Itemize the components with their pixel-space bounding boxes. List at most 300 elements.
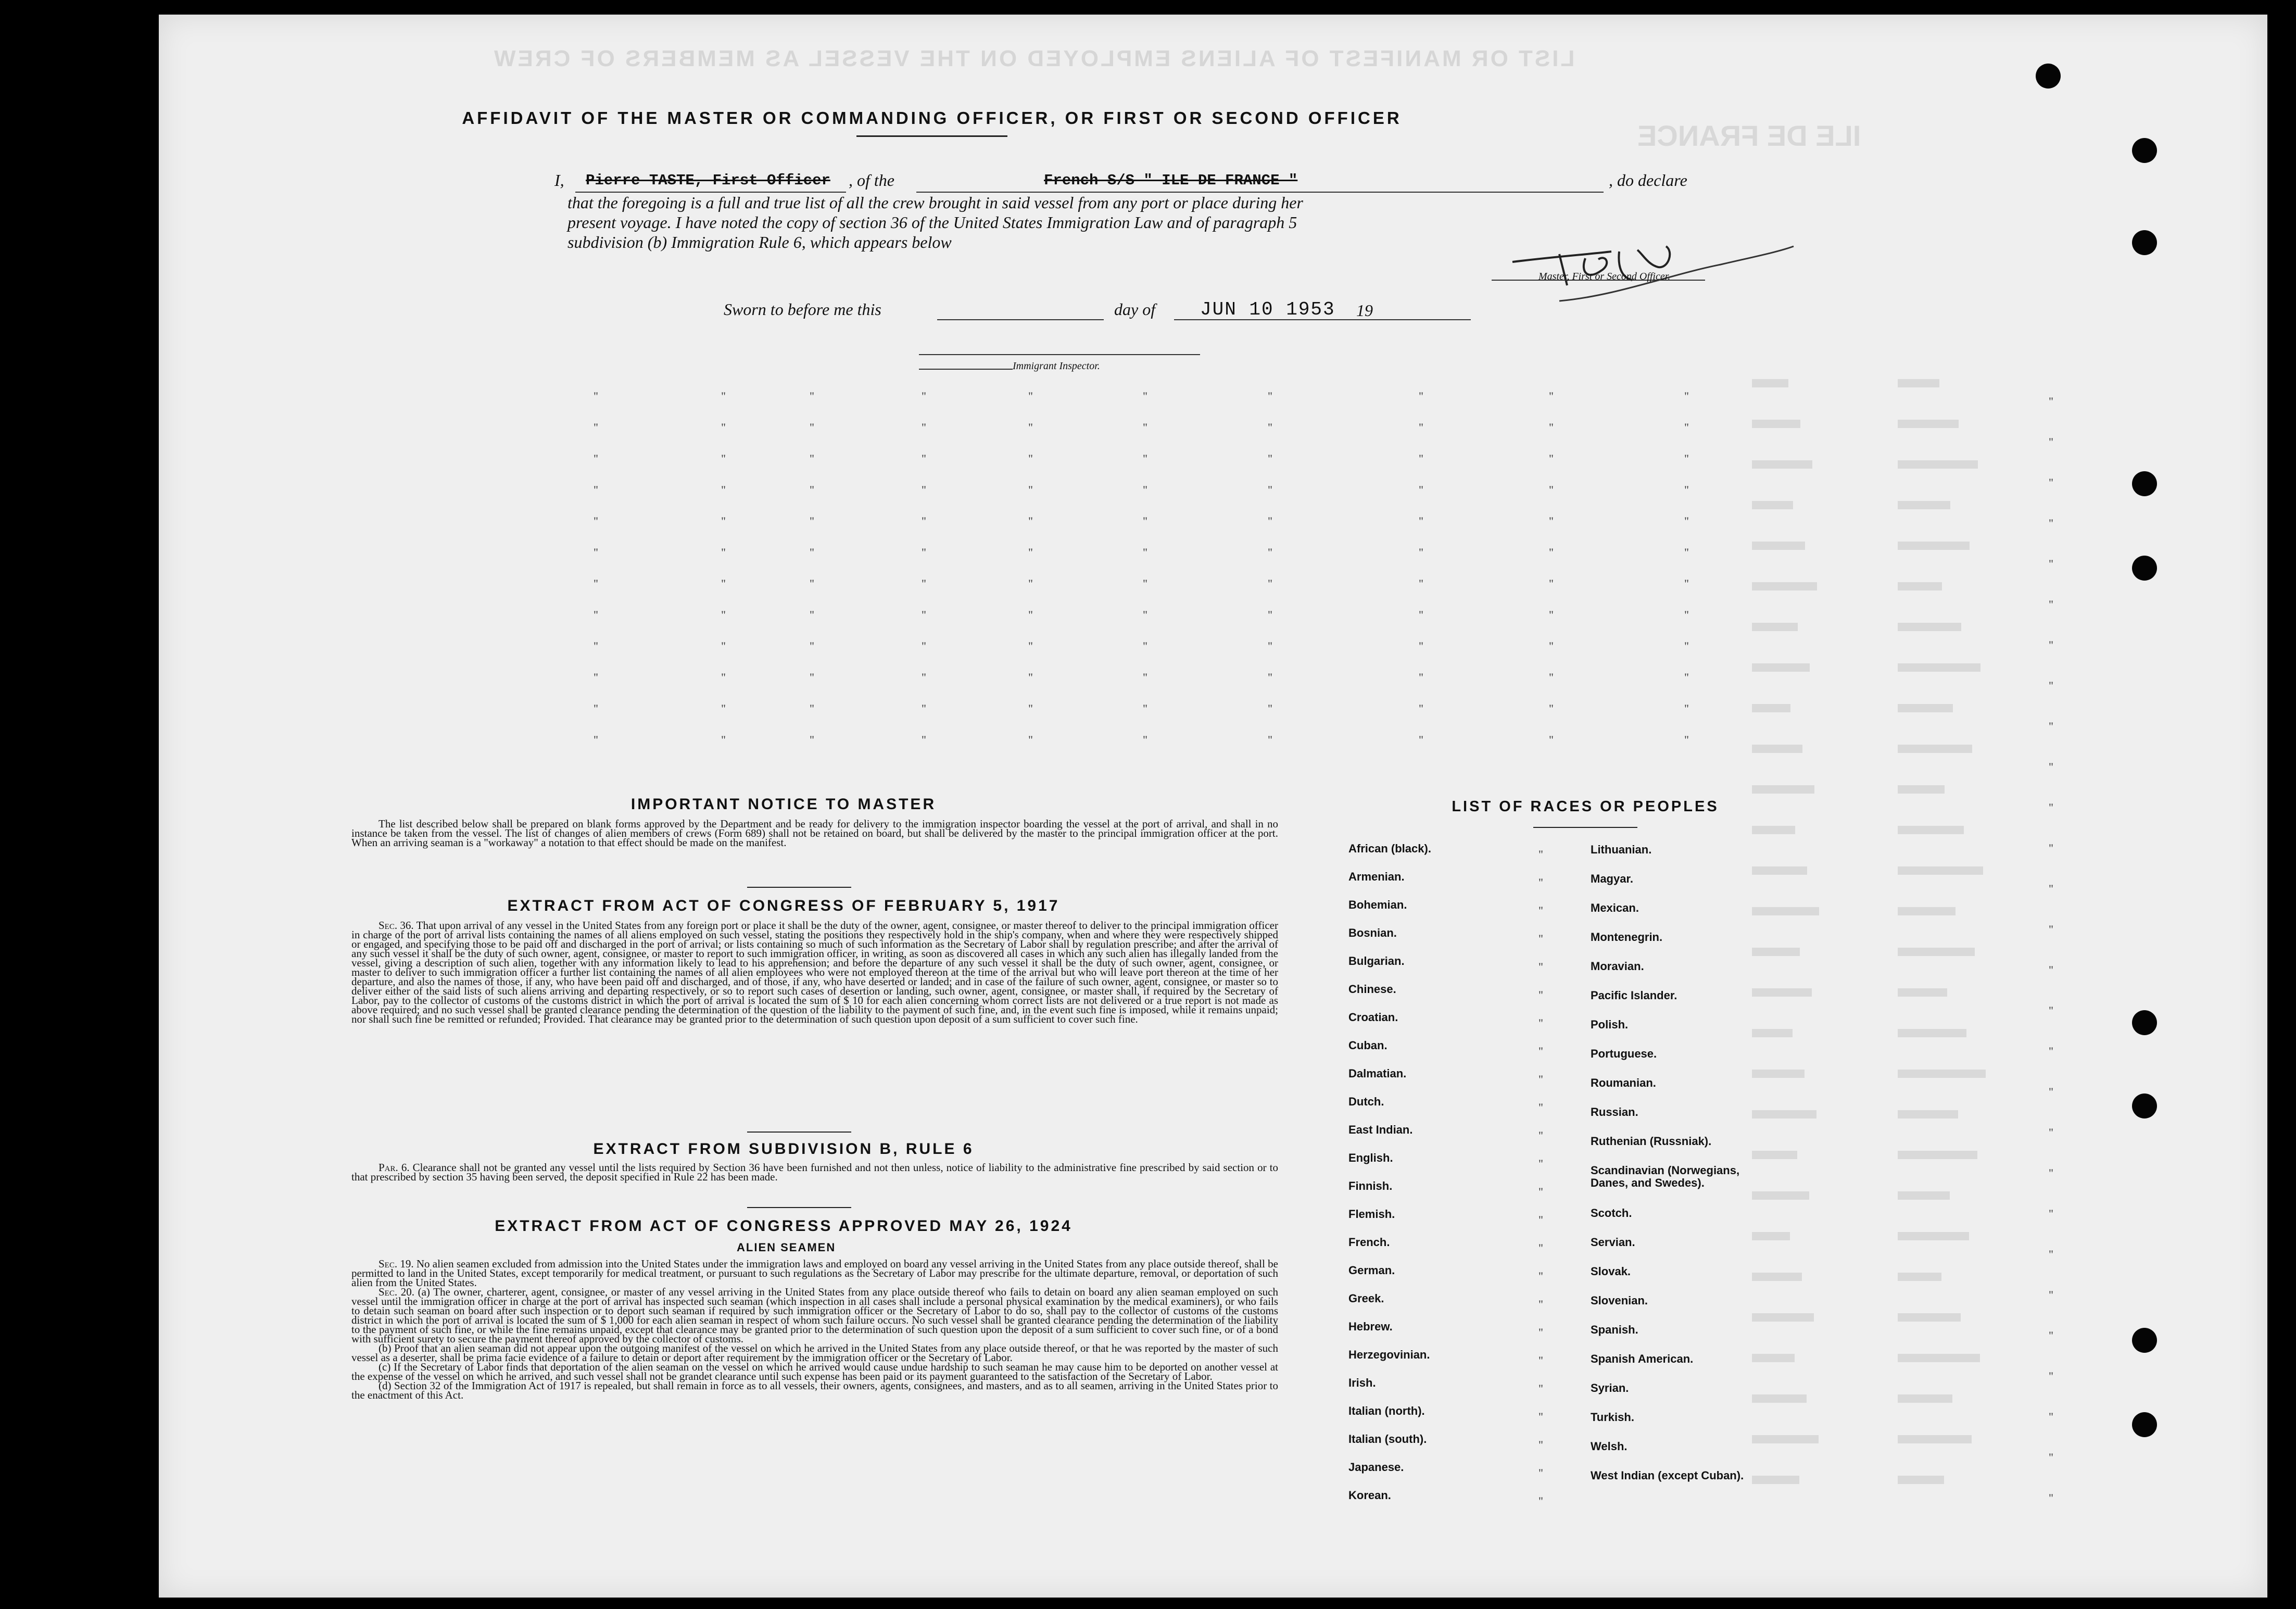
bleed-through-mark bbox=[1898, 1070, 1986, 1078]
ditto-mark: " bbox=[721, 671, 726, 684]
notice-text bbox=[351, 819, 1278, 847]
ditto-mark: " bbox=[721, 421, 726, 434]
bleed-through-mark bbox=[1752, 704, 1790, 712]
race-item: Flemish. bbox=[1348, 1208, 1395, 1221]
ditto-mark: " bbox=[1143, 389, 1147, 403]
bleed-through-mark bbox=[1752, 501, 1793, 509]
ditto-mark: " bbox=[594, 514, 598, 527]
race-item: Bohemian. bbox=[1348, 898, 1407, 911]
race-item: Dalmatian. bbox=[1348, 1067, 1407, 1080]
race-item: Syrian. bbox=[1591, 1381, 1629, 1394]
ditto-mark: " bbox=[2049, 1288, 2053, 1301]
race-item: Pacific Islander. bbox=[1591, 989, 1677, 1002]
ditto-mark: " bbox=[2049, 1451, 2053, 1464]
ditto-mark: " bbox=[1684, 608, 1689, 621]
subdivision-text bbox=[351, 1163, 1278, 1181]
bleed-through-mark bbox=[1898, 420, 1959, 428]
ditto-mark: " bbox=[1143, 546, 1147, 559]
ditto-mark: " bbox=[2049, 801, 2053, 814]
ditto-mark: " bbox=[922, 702, 926, 715]
ditto-mark: " bbox=[1143, 639, 1147, 652]
ditto-mark: " bbox=[1549, 483, 1554, 496]
binder-hole bbox=[2132, 230, 2157, 255]
race-item: Spanish. bbox=[1591, 1323, 1638, 1336]
ditto-mark: " bbox=[594, 483, 598, 496]
ditto-mark: " bbox=[1268, 733, 1272, 746]
ditto-mark: " bbox=[1684, 671, 1689, 684]
bleed-through-mark bbox=[1752, 542, 1805, 550]
bleed-through-mark bbox=[1898, 501, 1950, 509]
race-item: Slovenian. bbox=[1591, 1294, 1648, 1307]
ditto-mark: " bbox=[810, 608, 814, 621]
ditto-mark: " bbox=[594, 639, 598, 652]
ditto-mark: " bbox=[721, 702, 726, 715]
bleed-through-mark bbox=[1898, 1476, 1944, 1484]
race-item: West Indian (except Cuban). bbox=[1591, 1469, 1744, 1482]
binder-hole bbox=[2132, 556, 2157, 581]
bleed-through-mark bbox=[1752, 826, 1795, 834]
bleed-through-mark bbox=[1898, 745, 1972, 753]
bleed-through-mark bbox=[1752, 460, 1812, 469]
ditto-mark: " bbox=[1538, 1129, 1543, 1142]
bleed-through-mark bbox=[1752, 1151, 1797, 1159]
binder-hole bbox=[2132, 1328, 2157, 1353]
ditto-mark: " bbox=[922, 546, 926, 559]
ditto-mark: " bbox=[2049, 1491, 2053, 1504]
ditto-mark: " bbox=[721, 514, 726, 527]
ditto-mark: " bbox=[1538, 988, 1543, 1001]
ditto-mark: " bbox=[1549, 702, 1554, 715]
race-item: Roumanian. bbox=[1591, 1076, 1656, 1089]
ditto-mark: " bbox=[1028, 733, 1033, 746]
sec-20c-text: (c) If the Secretary of Labor finds that deportation of the alien seaman on the vessel on which he arrived would cause undue hardship to such seaman he may cause him to be deported on another vessel at the expense of the vessel on which he arrived, and such vessel shall not be grandet clearance until such expense has been paid or its payment guaranteed to the satisfaction of the Secretary of Labor. bbox=[351, 1361, 1278, 1382]
ditto-mark: " bbox=[1268, 702, 1272, 715]
ditto-mark: " bbox=[1684, 733, 1689, 746]
race-item: Lithuanian. bbox=[1591, 843, 1652, 856]
vessel-name: French S/S " ILE DE FRANCE " bbox=[1044, 172, 1298, 189]
ditto-mark: " bbox=[2049, 1045, 2053, 1058]
bleed-through-mark bbox=[1898, 907, 1956, 915]
race-item: African (black). bbox=[1348, 842, 1431, 855]
bleed-through-mark bbox=[1898, 542, 1970, 550]
ditto-mark: " bbox=[922, 608, 926, 621]
ditto-mark: " bbox=[1538, 1101, 1543, 1114]
inspector-sig-line bbox=[919, 369, 1013, 370]
race-item: Turkish. bbox=[1591, 1411, 1634, 1424]
ditto-mark: " bbox=[1549, 452, 1554, 465]
sec-20d-text: (d) Section 32 of the Immigration Act of 1917 is repealed, but shall remain in force as to all vessels, their owners, agents, consignees, and masters, and as to all seamen, arriving in the United States prior to the enactment of this Act. bbox=[351, 1379, 1278, 1401]
ditto-mark: " bbox=[1549, 514, 1554, 527]
extract-1924-text bbox=[351, 1259, 1278, 1400]
ditto-mark: " bbox=[1538, 1073, 1543, 1086]
bleed-through-mark bbox=[1898, 1151, 1977, 1159]
ditto-mark: " bbox=[1143, 483, 1147, 496]
ditto-mark: " bbox=[1538, 848, 1543, 861]
bleed-through-mark bbox=[1898, 460, 1978, 469]
ditto-mark: " bbox=[1143, 421, 1147, 434]
ditto-mark: " bbox=[1028, 514, 1033, 527]
ditto-mark: " bbox=[1549, 639, 1554, 652]
sworn-label: Sworn to before me this bbox=[724, 300, 881, 319]
ditto-mark: " bbox=[1684, 546, 1689, 559]
binder-hole bbox=[2132, 1010, 2157, 1035]
bleed-through-mark bbox=[1898, 1191, 1950, 1200]
ditto-mark: " bbox=[1538, 1354, 1543, 1367]
bleed-through-mark bbox=[1898, 1110, 1958, 1118]
ditto-mark: " bbox=[1538, 1494, 1543, 1507]
ditto-mark: " bbox=[1538, 904, 1543, 917]
ditto-mark: " bbox=[594, 671, 598, 684]
ditto-mark: " bbox=[2049, 598, 2053, 611]
ditto-mark: " bbox=[1419, 733, 1423, 746]
notice-paragraph: The list described below shall be prepared on blank forms approved by the Department and be ready for delivery to the immigration inspector boarding the vessel at the port of arrival, and shall in no instance be taken from the vessel. The list of changes of alien members of crews (Form 689) shall not be retained on board, but shall be delivered by the master to the principal immigration officer at the port. When an arriving seaman is a "workaway" a notation to that effect should be made on the manifest. bbox=[351, 818, 1278, 849]
binder-hole bbox=[2132, 1412, 2157, 1437]
ditto-mark: " bbox=[1419, 546, 1423, 559]
bleed-through-mark bbox=[1752, 623, 1798, 631]
title-rule bbox=[856, 135, 1007, 137]
ditto-mark: " bbox=[2049, 1166, 2053, 1179]
binder-hole bbox=[2036, 64, 2061, 89]
races-title: LIST OF RACES OR PEOPLES bbox=[1452, 798, 1719, 815]
ditto-mark: " bbox=[1268, 577, 1272, 590]
ditto-mark: " bbox=[1549, 608, 1554, 621]
of-the-label: , of the bbox=[849, 171, 894, 190]
ditto-mark: " bbox=[1268, 452, 1272, 465]
inspector-caption: Immigrant Inspector. bbox=[1013, 360, 1100, 372]
ditto-mark: " bbox=[1684, 452, 1689, 465]
ditto-mark: " bbox=[922, 577, 926, 590]
bleed-through-mark bbox=[1752, 1394, 1807, 1403]
bleed-through-mark bbox=[1898, 826, 1964, 834]
ditto-mark: " bbox=[1028, 608, 1033, 621]
ditto-mark: " bbox=[2049, 1207, 2053, 1220]
ditto-mark: " bbox=[1419, 577, 1423, 590]
ditto-mark: " bbox=[2049, 435, 2053, 448]
ditto-mark: " bbox=[721, 608, 726, 621]
race-item: Hebrew. bbox=[1348, 1320, 1393, 1333]
race-item: Armenian. bbox=[1348, 870, 1405, 883]
ditto-mark: " bbox=[1028, 483, 1033, 496]
race-item: East Indian. bbox=[1348, 1123, 1413, 1136]
ditto-mark: " bbox=[1143, 671, 1147, 684]
ditto-mark: " bbox=[1538, 1213, 1543, 1226]
race-item: French. bbox=[1348, 1236, 1390, 1249]
ditto-mark: " bbox=[2049, 517, 2053, 530]
bleed-through-mark bbox=[1898, 785, 1945, 794]
bleed-through-mark bbox=[1898, 1354, 1980, 1362]
race-item: Korean. bbox=[1348, 1489, 1391, 1502]
ditto-mark: " bbox=[810, 577, 814, 590]
ditto-mark: " bbox=[2049, 963, 2053, 976]
ditto-mark: " bbox=[2049, 1004, 2053, 1017]
ditto-mark: " bbox=[1684, 577, 1689, 590]
subdivision-rule bbox=[747, 1207, 851, 1208]
ditto-mark: " bbox=[1684, 389, 1689, 403]
ditto-mark: " bbox=[1538, 1157, 1543, 1170]
ditto-mark: " bbox=[1538, 1298, 1543, 1311]
ditto-mark: " bbox=[2049, 1329, 2053, 1342]
race-item: Chinese. bbox=[1348, 983, 1396, 996]
race-item: Spanish American. bbox=[1591, 1352, 1694, 1365]
ditto-mark: " bbox=[594, 733, 598, 746]
ditto-mark: " bbox=[1419, 421, 1423, 434]
race-item: Scandinavian (Norwegians, Danes, and Swedes). bbox=[1591, 1164, 1740, 1189]
race-item: Polish. bbox=[1591, 1018, 1629, 1031]
ditto-mark: " bbox=[1028, 671, 1033, 684]
ditto-mark: " bbox=[1028, 702, 1033, 715]
bleed-through-mark bbox=[1898, 582, 1942, 590]
affidavit-line-4: subdivision (b) Immigration Rule 6, which appears below bbox=[567, 233, 952, 252]
ditto-mark: " bbox=[810, 421, 814, 434]
ditto-mark: " bbox=[1419, 702, 1423, 715]
bleed-through-mark bbox=[1752, 785, 1814, 794]
ditto-mark: " bbox=[1538, 1410, 1543, 1423]
year-prefix: 19 bbox=[1356, 301, 1373, 320]
ditto-mark: " bbox=[1538, 876, 1543, 889]
ditto-mark: " bbox=[922, 514, 926, 527]
race-item: Moravian. bbox=[1591, 960, 1644, 973]
ditto-mark: " bbox=[1268, 546, 1272, 559]
ditto-mark: " bbox=[1028, 577, 1033, 590]
bleed-through-mark bbox=[1898, 988, 1947, 997]
race-item: Servian. bbox=[1591, 1236, 1635, 1249]
ditto-mark: " bbox=[1538, 1382, 1543, 1395]
ditto-mark: " bbox=[1684, 483, 1689, 496]
bleed-through-mark bbox=[1898, 623, 1961, 631]
ditto-mark: " bbox=[922, 639, 926, 652]
ditto-mark: " bbox=[1684, 702, 1689, 715]
ditto-mark: " bbox=[2049, 557, 2053, 570]
race-item: Cuban. bbox=[1348, 1039, 1387, 1052]
bleed-through-mark bbox=[1898, 704, 1953, 712]
ditto-mark: " bbox=[594, 389, 598, 403]
ditto-mark: " bbox=[1538, 1016, 1543, 1029]
bleed-through-mark bbox=[1898, 948, 1975, 956]
ditto-mark: " bbox=[810, 389, 814, 403]
ditto-mark: " bbox=[1538, 1045, 1543, 1058]
binder-hole bbox=[2132, 1093, 2157, 1118]
ditto-mark: " bbox=[810, 452, 814, 465]
race-item: Finnish. bbox=[1348, 1179, 1393, 1192]
ditto-mark: " bbox=[721, 452, 726, 465]
ditto-mark: " bbox=[594, 421, 598, 434]
sec-36-text: That upon arrival of any vessel in the United States from any foreign port or place it shall be the duty of the owner, agent, consignee, or master thereof to deliver to the principal immigration officer in charge of the port of arrival lists containing the names of all aliens employed on such vessel, stating the positions they respectively hold in the ship's company, when and where they were respectively shipped or engaged, and specifying those to be paid off and discharged in the port of arrival; or lists containing so much of such information as the Secretary of Labor shall by regulation prescribe; and after the arrival of any such vessel it shall be the duty of such owner, agent, consignee, or master to report to such immigration officer, in writing, as soon as discovered all cases in which any such alien has illegally landed from the vessel, giving a description of such alien, together with any information likely to lead to his apprehension; and before the departure of any such vessel it shall be the duty of such owner, agent, consignee, or master to deliver to such immigration officer a further list containing the names of all alien employees who were not employed thereon at the time of the arrival but who will leave port thereon at the time of her departure, and also the names of those, if any, who have been paid off and discharged, and of those, if any, who have deserted or landed; and in case of the failure of such owner, agent, consignee, or master so to deliver either of the said lists of such aliens arriving and departing respectively, or so to report such cases of desertion or landing, such owner, agent, consignee, or master shall, if required by the Secretary of Labor, pay to the collector of customs of the customs district in which the port of arrival is located the sum of $ 10 for each alien concerning whom correct lists are not delivered or a true report is not made as above required; and no such vessel shall be granted clearance pending the determination of the question of the liability to the payment of such fine, and, in the event such fine is imposed, while it remains unpaid; nor shall such fine be remitted or refunded; Provided. That clearance may be granted prior to the determination of such question upon deposit of a sum sufficient to cover such fine. bbox=[351, 919, 1278, 1025]
ditto-mark: " bbox=[2049, 720, 2053, 733]
ditto-mark: " bbox=[1538, 1185, 1543, 1198]
subdivision-title: EXTRACT FROM SUBDIVISION B, RULE 6 bbox=[593, 1140, 974, 1158]
ditto-mark: " bbox=[721, 639, 726, 652]
date-stamp: JUN 10 1953 bbox=[1200, 299, 1335, 320]
race-item: Welsh. bbox=[1591, 1440, 1628, 1453]
bleed-through-mark bbox=[1752, 379, 1788, 387]
ditto-mark: " bbox=[1684, 514, 1689, 527]
sec-19-text: No alien seamen excluded from admission into the United States under the immigration laws and employed on board any vessel arriving in the United States from any place outside thereof, shall be permitted to land in the United States, except temporarily for medical treatment, or pursuant to such regulations as the Secretary of Labor may prescribe for the ultimate departure, removal, or deportation of such alien from the United States. bbox=[351, 1258, 1279, 1289]
i-label: I, bbox=[554, 171, 564, 190]
affidavit-line-2: that the foregoing is a full and true list of all the crew brought in said vessel from any port or place during her bbox=[567, 193, 1303, 212]
ditto-mark: " bbox=[922, 389, 926, 403]
race-item: Scotch. bbox=[1591, 1206, 1632, 1220]
ditto-mark: " bbox=[1538, 1438, 1543, 1451]
ditto-mark: " bbox=[1419, 608, 1423, 621]
ditto-mark: " bbox=[2049, 1126, 2053, 1139]
ditto-mark: " bbox=[922, 452, 926, 465]
ditto-mark: " bbox=[1549, 577, 1554, 590]
ditto-mark: " bbox=[1549, 389, 1554, 403]
race-item: Herzegovinian. bbox=[1348, 1348, 1430, 1361]
ditto-mark: " bbox=[922, 671, 926, 684]
ditto-mark: " bbox=[1684, 639, 1689, 652]
ditto-mark: " bbox=[1268, 671, 1272, 684]
bleed-through-mark bbox=[1898, 866, 1983, 875]
ditto-mark: " bbox=[594, 702, 598, 715]
ditto-mark: " bbox=[1268, 608, 1272, 621]
extract-1917-rule bbox=[747, 1132, 851, 1133]
ditto-mark: " bbox=[721, 733, 726, 746]
bleed-through-mark bbox=[1898, 1029, 1966, 1037]
ditto-mark: " bbox=[810, 671, 814, 684]
ditto-mark: " bbox=[1538, 932, 1543, 945]
race-item: Italian (south). bbox=[1348, 1432, 1427, 1445]
binder-hole bbox=[2132, 138, 2157, 163]
sworn-month-line bbox=[1174, 319, 1471, 320]
sec-19-label: Sec. 19. bbox=[379, 1258, 414, 1270]
ditto-mark: " bbox=[1419, 514, 1423, 527]
ditto-mark: " bbox=[1028, 421, 1033, 434]
sec-20a-text: (a) The owner, charterer, agent, consignee, or master of any vessel arriving in the United States from any place outside thereof who fails to detain on board any alien seaman employed on such vessel until the immigration officer in charge at the port of arrival has inspected such seaman (which inspection in all cases shall include a personal physical examination by the medical examiners), or who fails to detain such seaman on board after such inspection or to deport such seaman if required by such immigration officer or the Secretary of Labor to do so, shall pay to the collector of customs of the customs district in which the port of arrival is located the sum of $ 1,000 for each alien seaman in respect of whom such failure occurs. No such vessel shall be granted clearance pending the determination of the liability to the payment of such fine, or while the fine remains unpaid, except that clearance may be granted prior to the determination of such question upon the deposit of a sum sufficient to cover such fine, or of a bond with sufficient surety to secure the payment thereof approved by the collector of customs. bbox=[351, 1286, 1278, 1345]
notice-rule bbox=[747, 887, 851, 888]
par-6-text: Clearance shall not be granted any vessel until the lists required by Section 36 have been furnished and not then unless, notice of liability to the administrative fine prescribed by said section or to that prescribed by section 35 having been served, the deposit specified in Rule 22 has been made. bbox=[351, 1161, 1278, 1183]
extract-1924-title: EXTRACT FROM ACT OF CONGRESS APPROVED MAY 26, 1924 bbox=[495, 1217, 1073, 1235]
race-item: German. bbox=[1348, 1264, 1395, 1277]
ditto-mark: " bbox=[721, 577, 726, 590]
bleed-through-mark bbox=[1752, 1313, 1814, 1322]
ditto-mark: " bbox=[810, 639, 814, 652]
bleed-through-mark bbox=[1898, 1313, 1961, 1322]
ditto-mark: " bbox=[1143, 608, 1147, 621]
bleed-through-mark bbox=[1752, 745, 1802, 753]
ditto-mark: " bbox=[1028, 639, 1033, 652]
bleed-through-mark bbox=[1752, 420, 1800, 428]
ditto-mark: " bbox=[810, 702, 814, 715]
ditto-mark: " bbox=[1268, 421, 1272, 434]
race-item: Slovak. bbox=[1591, 1265, 1631, 1278]
bleed-through-mark bbox=[1898, 379, 1939, 387]
ditto-mark: " bbox=[1419, 483, 1423, 496]
bleed-through-mark bbox=[1752, 582, 1817, 590]
affidavit-line-3: present voyage. I have noted the copy of section 36 of the United States Immigration Law and of paragraph 5 bbox=[567, 213, 1297, 232]
race-item: Russian. bbox=[1591, 1105, 1638, 1118]
ditto-mark: " bbox=[2049, 760, 2053, 773]
race-item: Bulgarian. bbox=[1348, 954, 1405, 967]
day-of-label: day of bbox=[1114, 300, 1156, 319]
bleed-through-mark bbox=[1898, 663, 1980, 672]
ditto-mark: " bbox=[721, 546, 726, 559]
bleed-through-mark bbox=[1898, 1232, 1969, 1240]
ditto-mark: " bbox=[594, 452, 598, 465]
bleed-through-mark bbox=[1752, 663, 1810, 672]
affidavit-title: AFFIDAVIT OF THE MASTER OR COMMANDING OFFICER, OR FIRST OR SECOND OFFICER bbox=[462, 108, 1402, 128]
ditto-mark: " bbox=[2049, 1085, 2053, 1098]
sec-20b-text: (b) Proof that an alien seaman did not appear upon the outgoing manifest of the vessel on which he arrived in the United States from any place outside thereof, or that he was reported by the master of such vessel as a deserter, shall be prima facie evidence of a failure to detain or deport after requirement by the immigration officer or the Secretary of Labor. bbox=[351, 1342, 1278, 1364]
vessel-line bbox=[916, 192, 1604, 193]
ditto-mark: " bbox=[810, 546, 814, 559]
race-item: Croatian. bbox=[1348, 1011, 1398, 1024]
ditto-mark: " bbox=[922, 733, 926, 746]
ditto-mark: " bbox=[1549, 671, 1554, 684]
ditto-mark: " bbox=[810, 733, 814, 746]
ditto-mark: " bbox=[2049, 1410, 2053, 1423]
race-item: Magyar. bbox=[1591, 872, 1633, 885]
ditto-mark: " bbox=[1419, 639, 1423, 652]
ditto-mark: " bbox=[2049, 1248, 2053, 1261]
bleed-through-mark bbox=[1752, 1191, 1809, 1200]
ditto-mark: " bbox=[2049, 841, 2053, 854]
ditto-mark: " bbox=[1268, 483, 1272, 496]
ditto-mark: " bbox=[721, 483, 726, 496]
ditto-mark: " bbox=[1268, 389, 1272, 403]
sec-20-label: Sec. 20. bbox=[379, 1286, 414, 1298]
race-item: Ruthenian (Russniak). bbox=[1591, 1135, 1712, 1148]
bleed-through-mark bbox=[1898, 1435, 1972, 1443]
ditto-mark: " bbox=[1419, 671, 1423, 684]
ditto-mark: " bbox=[2049, 476, 2053, 489]
ditto-mark: " bbox=[1549, 546, 1554, 559]
ditto-mark: " bbox=[1538, 1241, 1543, 1254]
ditto-mark: " bbox=[1268, 639, 1272, 652]
name-line bbox=[575, 192, 846, 193]
race-item: Japanese. bbox=[1348, 1461, 1404, 1474]
ditto-mark: " bbox=[2049, 882, 2053, 895]
sec-36-label: Sec. 36. bbox=[379, 919, 414, 932]
race-item: English. bbox=[1348, 1151, 1393, 1164]
extract-1917-text bbox=[351, 921, 1278, 1024]
alien-seamen-subtitle: ALIEN SEAMEN bbox=[737, 1241, 836, 1254]
bleed-through-mark bbox=[1752, 948, 1800, 956]
ditto-mark: " bbox=[1143, 702, 1147, 715]
race-item: Irish. bbox=[1348, 1376, 1376, 1389]
par-6-label: Par. 6. bbox=[379, 1161, 410, 1174]
ditto-mark: " bbox=[1143, 733, 1147, 746]
race-item: Mexican. bbox=[1591, 901, 1639, 914]
ditto-mark: " bbox=[594, 546, 598, 559]
ditto-mark: " bbox=[1143, 452, 1147, 465]
ditto-mark: " bbox=[2049, 395, 2053, 408]
ditto-mark: " bbox=[1419, 389, 1423, 403]
ditto-mark: " bbox=[1028, 389, 1033, 403]
ditto-mark: " bbox=[922, 421, 926, 434]
bleed-through-mark bbox=[1898, 1394, 1952, 1403]
ditto-mark: " bbox=[1028, 546, 1033, 559]
signature-caption: Master, First or Second Officer. bbox=[1538, 271, 1671, 282]
race-item: Montenegrin. bbox=[1591, 931, 1663, 944]
ditto-mark: " bbox=[1549, 733, 1554, 746]
race-item: Bosnian. bbox=[1348, 926, 1397, 939]
ditto-mark: " bbox=[2049, 679, 2053, 692]
ditto-mark: " bbox=[1684, 421, 1689, 434]
ditto-mark: " bbox=[922, 483, 926, 496]
officer-name: Pierre TASTE, First Officer bbox=[586, 172, 830, 189]
ditto-mark: " bbox=[810, 483, 814, 496]
ditto-mark: " bbox=[721, 389, 726, 403]
do-declare-label: , do declare bbox=[1609, 171, 1687, 190]
binder-hole bbox=[2132, 471, 2157, 496]
ditto-mark: " bbox=[2049, 638, 2053, 651]
ditto-mark: " bbox=[1268, 514, 1272, 527]
ditto-mark: " bbox=[1538, 960, 1543, 973]
notice-title: IMPORTANT NOTICE TO MASTER bbox=[630, 796, 937, 813]
inspector-line bbox=[919, 354, 1200, 355]
ditto-mark: " bbox=[2049, 923, 2053, 936]
